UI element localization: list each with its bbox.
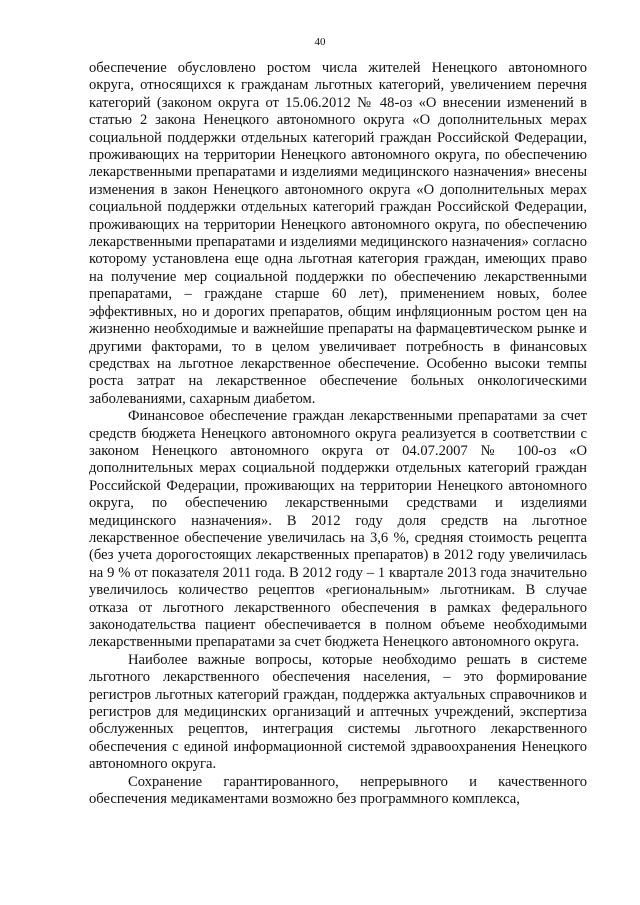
paragraph-3: Наиболее важные вопросы, которые необходимо решать в системе льготного лекарственного обеспечения населения, – это формирование регистров льготных категорий граждан, поддержка актуальных справочников и регистров для медицинских организаций и аптечных учреждений, экспертиза обслуженных рецептов, интеграция системы льготного лекарственного обеспечения с единой информационной системой здравоохранения Ненецкого автономного округа. — [89, 651, 587, 773]
paragraph-4: Сохранение гарантированного, непрерывного и качественного обеспечения медикаментами возможно без программного комплекса, — [89, 773, 587, 808]
paragraph-1: обеспечение обусловлено ростом числа жителей Ненецкого автономного округа, относящихся к гражданам льготных категорий, увеличением перечня категорий (законом округа от 15.06.2012 № 48-оз «О внесении изменений в статью 2 закона Ненецкого автономного округа «О дополнительных мерах социальной поддержки отдельных категорий граждан Российской Федерации, проживающих на территории Ненецкого автономного округа, по обеспечению лекарственными препаратами и изделиями медицинского назначения» внесены изменения в закон Ненецкого автономного округа «О дополнительных мерах социальной поддержки отдельных категорий граждан Российской Федерации, проживающих на территории Ненецкого автономного округа, по обеспечению лекарственными препаратами и изделиями медицинского назначения» согласно которому установлена еще одна льготная категория граждан, имеющих право на получение мер социальной поддержки по обеспечению лекарственными препаратами, – граждане старше 60 лет), применением новых, более эффективных, но и дорогих препаратов, общим инфляционным ростом цен на жизненно необходимые и важнейшие препараты на фармацевтическом рынке и другими факторами, то в целом увеличивает потребность в финансовых средствах на льготное лекарственное обеспечение. Особенно высоки темпы роста затрат на лекарственное обеспечение больных онкологическими заболеваниями, сахарным диабетом. — [89, 60, 587, 407]
page-number: 40 — [314, 36, 326, 48]
paragraph-2: Финансовое обеспечение граждан лекарственными препаратами за счет средств бюджета Ненецкого автономного округа реализуется в соответствии с законом Ненецкого автономного округа от 04.07.2007 № 100-оз «О дополнительных мерах социальной поддержки отдельных категорий граждан Российской Федерации, проживающих на территории Ненецкого автономного округа, по обеспечению лекарственными средствами и изделиями медицинского назначения». В 2012 году доля средств на льготное лекарственное обеспечение увеличилась на 3,6 %, средняя стоимость рецепта (без учета дорогостоящих лекарственных препаратов) в 2012 году увеличилась на 9 % от показателя 2011 года. В 2012 году – 1 квартале 2013 года значительно увеличилось количество рецептов «региональным» льготникам. В случае отказа от льготного лекарственного обеспечения в рамках федерального законодательства пациент обеспечивается в полном объеме необходимыми лекарственными препаратами за счет бюджета Ненецкого автономного округа. — [89, 408, 587, 651]
body-text — [89, 60, 587, 808]
